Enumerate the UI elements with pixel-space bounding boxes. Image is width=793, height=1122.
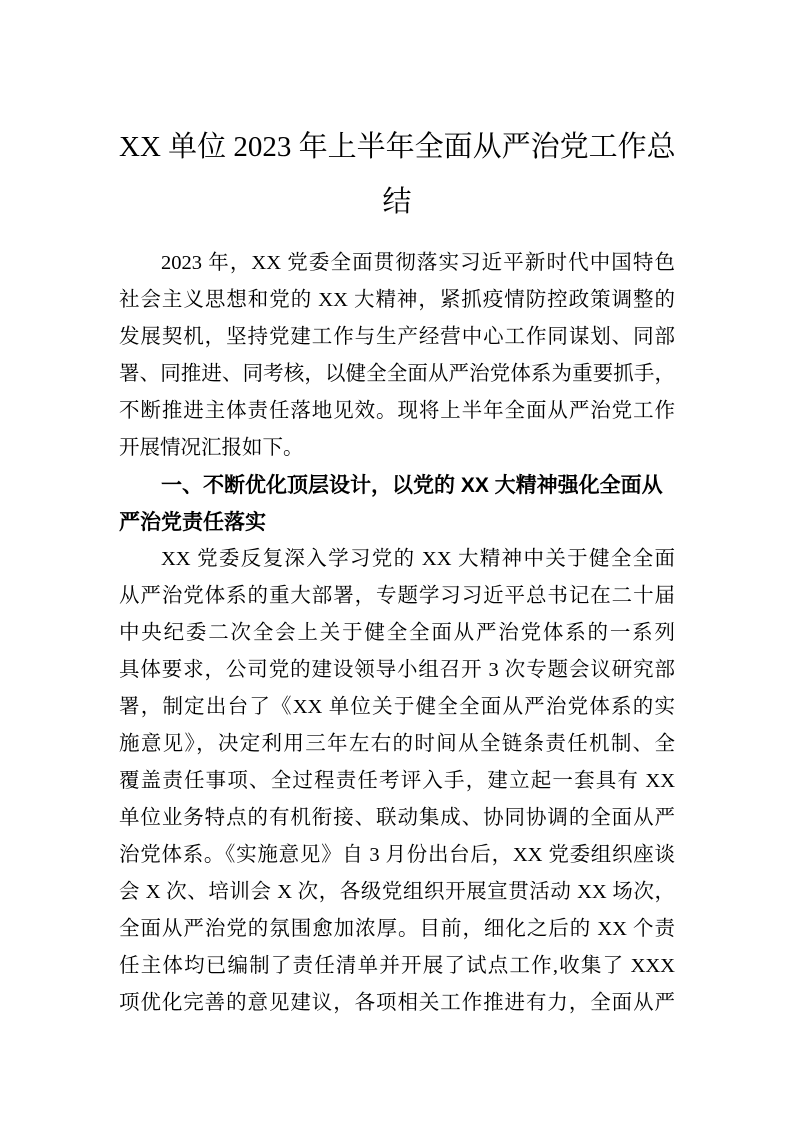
- text-line: 署，制定出台了《XX 单位关于健全全面从严治党体系的实: [119, 696, 675, 718]
- document-title: [119, 120, 675, 230]
- text-line: 2023 年，XX 党委全面贯彻落实习近平新时代中国特色: [161, 252, 675, 274]
- text-line: XX 党委反复深入学习党的 XX 大精神中关于健全全面: [161, 548, 675, 570]
- text-line: 具体要求，公司党的建设领导小组召开 3 次专题会议研究部: [119, 659, 675, 681]
- text-line: 署、同推进、同考核，以健全全面从严治党体系为重要抓手，: [119, 363, 675, 385]
- text-line: 治党体系。《实施意见》自 3 月份出台后，XX 党委组织座谈: [119, 844, 675, 866]
- text-line: 全面从严治党的氛围愈加浓厚。目前，细化之后的 XX 个责: [119, 918, 675, 940]
- intro-paragraph: [119, 245, 675, 467]
- text-line: 社会主义思想和党的 XX 大精神，紧抓疫情防控政策调整的: [119, 289, 675, 311]
- text-line: 不断推进主体责任落地见效。现将上半年全面从严治党工作: [119, 400, 675, 422]
- text-line: 发展契机，坚持党建工作与生产经营中心工作同谋划、同部: [119, 326, 675, 348]
- text-line: 开展情况汇报如下。: [119, 437, 304, 459]
- text-line: 中央纪委二次全会上关于健全全面从严治党体系的一系列: [119, 622, 675, 644]
- section-1-heading: [119, 467, 675, 541]
- text-line: 施意见》，决定利用三年左右的时间从全链条责任机制、全: [119, 733, 675, 755]
- section-1-paragraph: [119, 541, 675, 1022]
- text-line: 任主体均已编制了责任清单并开展了试点工作,收集了 XXX: [119, 955, 675, 977]
- heading-line: 一、不断优化顶层设计，以党的 XX 大精神强化全面从: [161, 474, 663, 497]
- document-title-line-2: 结: [382, 186, 412, 218]
- text-line: 从严治党体系的重大部署，专题学习习近平总书记在二十届: [119, 585, 675, 607]
- text-line: 单位业务特点的有机衔接、联动集成、协同协调的全面从严: [119, 807, 675, 829]
- document-title-line-1: XX 单位 2023 年上半年全面从严治党工作总: [119, 131, 676, 163]
- text-line: 会 X 次、培训会 X 次，各级党组织开展宣贯活动 XX 场次，: [119, 881, 675, 903]
- text-line: 覆盖责任事项、全过程责任考评入手，建立起一套具有 XX: [119, 770, 675, 792]
- heading-line: 严治党责任落实: [119, 511, 266, 534]
- text-line: 项优化完善的意见建议，各项相关工作推进有力，全面从严: [119, 992, 675, 1014]
